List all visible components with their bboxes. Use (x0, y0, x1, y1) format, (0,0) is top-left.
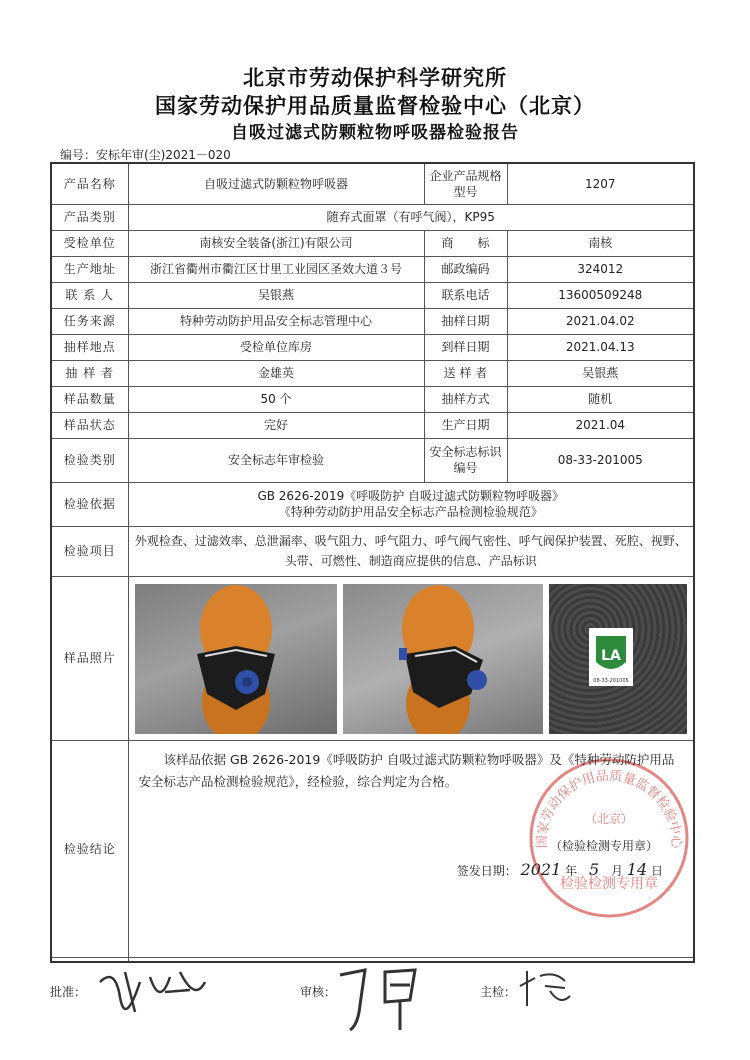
row-condition (52, 412, 693, 438)
row-task-source (52, 308, 693, 334)
review-label: 审核： (300, 985, 337, 999)
label-production-date: 生产日期 (424, 412, 507, 438)
row-basis (52, 482, 693, 526)
row-category (52, 204, 693, 230)
sign-date-label: 签发日期： (456, 863, 517, 878)
label-postcode: 邮政编码 (424, 256, 507, 282)
value-sampling-method: 随机 (507, 386, 693, 412)
value-category: 随弃式面罩（有呼气阀），KP95 (128, 204, 693, 230)
value-product-name: 自吸过滤式防颗粒物呼吸器 (128, 164, 424, 204)
label-trademark: 商 标 (424, 230, 507, 256)
label-condition: 样品状态 (52, 412, 128, 438)
value-inspected-unit: 南核安全装备(浙江)有限公司 (128, 230, 424, 256)
label-contact: 联 系 人 (52, 282, 128, 308)
value-safety-mark-number: 08-33-201005 (507, 438, 693, 482)
day-char: 日 (650, 863, 663, 878)
value-postcode: 324012 (507, 256, 693, 282)
photos-cell (128, 576, 693, 740)
row-inspected-unit (52, 230, 693, 256)
value-production-date: 2021.04 (507, 412, 693, 438)
value-task-source: 特种劳动防护用品安全标志管理中心 (128, 308, 424, 334)
value-trademark: 南核 (507, 230, 693, 256)
label-photos: 样品照片 (52, 576, 128, 740)
label-inspection-type: 检验类别 (52, 438, 128, 482)
approver-signature (95, 962, 215, 1022)
row-sampling-place (52, 334, 693, 360)
value-quantity: 50 个 (128, 386, 424, 412)
label-address: 生产地址 (52, 256, 128, 282)
row-contact (52, 282, 693, 308)
label-items: 检验项目 (52, 526, 128, 576)
sign-date (456, 859, 663, 879)
value-model: 1207 (507, 164, 693, 204)
value-address: 浙江省衢州市衢江区廿里工业园区圣效大道３号 (128, 256, 424, 282)
row-photos (52, 576, 693, 740)
label-task-source: 任务来源 (52, 308, 128, 334)
value-sender: 吴银燕 (507, 360, 693, 386)
value-items: 外观检查、过滤效率、总泄漏率、吸气阻力、呼气阻力、呼气阀气密性、呼气阀保护装置、死腔、视野、头带、可燃性、制造商应提供的信息、产品标识 (128, 526, 693, 576)
month-char: 月 (610, 863, 623, 878)
value-sampling-place: 受检单位库房 (128, 334, 424, 360)
conclusion-text: 该样品依据 GB 2626-2019《呼吸防护 自吸过滤式防颗粒物呼吸器》及《特种劳动防护用品安全标志产品检测检验规范》，经检验，综合判定为合格。 (138, 751, 675, 789)
sign-year: 2021 (520, 859, 562, 879)
report-number: 编号：安标年审(尘)2021－020 (60, 148, 231, 162)
report-table-frame (50, 162, 695, 963)
label-sampling-place: 抽样地点 (52, 334, 128, 360)
sign-month: 5 (588, 859, 600, 879)
label-quantity: 样品数量 (52, 386, 128, 412)
value-sampler: 金雄英 (128, 360, 424, 386)
approve-label: 批准： (50, 985, 87, 999)
seal-arc-text: 国家劳动保护用品质量监督检验中心 (534, 768, 683, 848)
report-table (52, 164, 693, 963)
value-arrival-date: 2021.04.13 (507, 334, 693, 360)
value-basis (128, 482, 693, 526)
conclusion-cell (128, 740, 693, 957)
basis-line-2: 《特种劳动防护用品安全标志产品检测检验规范》 (278, 505, 543, 519)
label-sampling-method: 抽样方式 (424, 386, 507, 412)
check-label: 主检： (480, 985, 517, 999)
label-sampling-date: 抽样日期 (424, 308, 507, 334)
value-sampling-date: 2021.04.02 (507, 308, 693, 334)
report-title: 自吸过滤式防颗粒物呼吸器检验报告 (231, 123, 519, 143)
stamp-label: （检验检测专用章） (549, 838, 658, 853)
reviewer-signature (330, 960, 440, 1035)
sample-photo-side (343, 584, 543, 734)
row-items (52, 526, 693, 576)
value-contact: 吴银燕 (128, 282, 424, 308)
label-sender: 送 样 者 (424, 360, 507, 386)
inspector-signature (515, 966, 575, 1011)
seal-bottom-text: 检验检测专用章 (559, 875, 658, 892)
value-inspection-type: 安全标志年审检验 (128, 438, 424, 482)
label-category: 产品类别 (52, 204, 128, 230)
year-char: 年 (565, 863, 578, 878)
center-name: 国家劳动保护用品质量监督检验中心（北京） (155, 94, 595, 118)
label-product-name: 产品名称 (52, 164, 128, 204)
basis-line-1: GB 2626-2019《呼吸防护 自吸过滤式防颗粒物呼吸器》 (257, 489, 565, 503)
row-conclusion (52, 740, 693, 957)
value-condition: 完好 (128, 412, 424, 438)
label-inspected-unit: 受检单位 (52, 230, 128, 256)
label-basis: 检验依据 (52, 482, 128, 526)
sample-photo-label (549, 584, 687, 734)
institute-name: 北京市劳动保护科学研究所 (243, 66, 507, 90)
la-badge-code: 08-33-201005 (592, 677, 629, 684)
row-quantity (52, 386, 693, 412)
value-phone: 13600509248 (507, 282, 693, 308)
sign-day: 14 (626, 859, 648, 879)
seal-inner-text: （北京） (584, 811, 633, 826)
sample-photo-front (135, 584, 337, 734)
la-badge-text: LA (600, 647, 621, 664)
row-address (52, 256, 693, 282)
row-sampler (52, 360, 693, 386)
label-conclusion: 检验结论 (52, 740, 128, 957)
label-phone: 联系电话 (424, 282, 507, 308)
row-product-name (52, 164, 693, 204)
label-model: 企业产品规格型号 (424, 164, 507, 204)
label-safety-mark-number: 安全标志标识编号 (424, 438, 507, 482)
row-inspection-type (52, 438, 693, 482)
label-sampler: 抽 样 者 (52, 360, 128, 386)
label-arrival-date: 到样日期 (424, 334, 507, 360)
